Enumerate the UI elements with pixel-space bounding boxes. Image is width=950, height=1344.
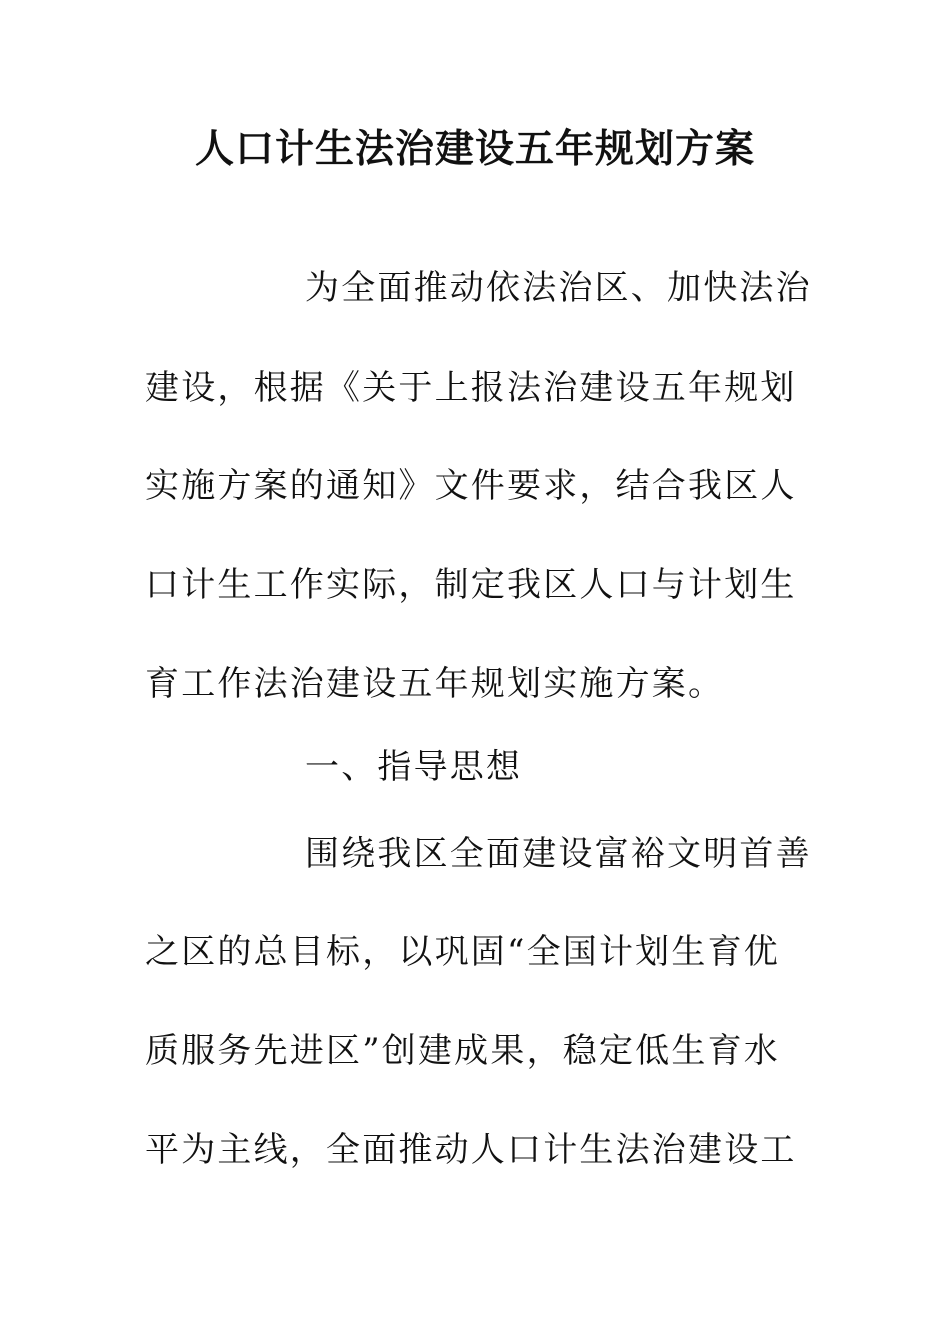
paragraph-2-line-4: 平为主线，全面推动人口计生法治建设工 [145,1130,797,1170]
paragraph-1-line-5: 育工作法治建设五年规划实施方案。 [145,664,725,704]
paragraph-2-line-3: 质服务先进区”创建成果，稳定低生育水 [145,1031,780,1071]
paragraph-1-line-3: 实施方案的通知》文件要求，结合我区人 [145,466,797,506]
paragraph-1-line-4: 口计生工作实际，制定我区人口与计划生 [145,565,797,605]
paragraph-2-line-1: 围绕我区全面建设富裕文明首善 [305,834,812,874]
section-heading: 一、指导思想 [305,747,523,787]
paragraph-1-line-1: 为全面推动依法治区、加快法治 [305,268,812,308]
paragraph-2-line-2: 之区的总目标，以巩固“全国计划生育优 [145,932,780,972]
document-title: 人口计生法治建设五年规划方案 [194,127,755,172]
paragraph-1-line-2: 建设，根据《关于上报法治建设五年规划 [145,368,797,408]
